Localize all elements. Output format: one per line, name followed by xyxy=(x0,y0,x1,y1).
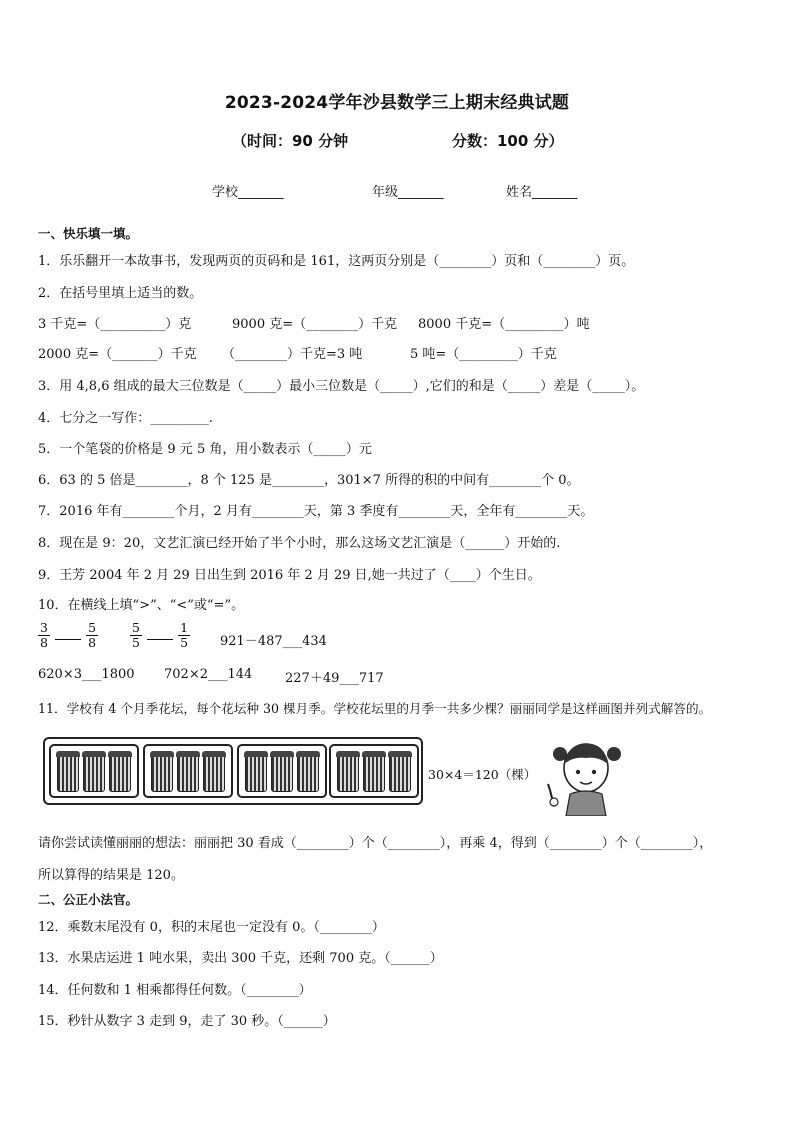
q2-item: 3 千克=（__________）克 xyxy=(38,317,192,332)
q2-item: 9000 克=（________）千克 xyxy=(232,317,398,332)
question-10: 10．在横线上填“>”、“<”或“=”。 xyxy=(38,598,245,613)
flower-bundle-icon xyxy=(109,754,131,792)
q11-fill-line-2: 所以算得的结果是 120。 xyxy=(38,868,184,883)
question-12: 12．乘数末尾没有 0，积的末尾也一定没有 0。（________） xyxy=(38,920,385,935)
flower-bundle-icon xyxy=(337,754,359,792)
question-3: 3．用 4,8,6 组成的最大三位数是（_____）最小三位数是（_____）,它们的和是（_____）差是（_____）。 xyxy=(38,379,645,394)
flower-bundle-icon xyxy=(271,754,293,792)
flower-bundle-icon xyxy=(297,754,319,792)
name-field[interactable]: 姓名_______ xyxy=(506,185,578,200)
answer-blank[interactable] xyxy=(147,627,173,640)
question-2: 2．在括号里填上适当的数。 xyxy=(38,286,203,301)
question-13: 13．水果店运进 1 吨水果，卖出 300 千克，还剩 700 克。（______） xyxy=(38,951,443,966)
fraction: $\frac{1}{5}$ xyxy=(180,620,189,650)
question-4: 4．七分之一写作：_________. xyxy=(38,411,213,426)
q2-item: 5 吨=（_________）千克 xyxy=(410,347,557,362)
flower-beds-illustration xyxy=(43,737,423,805)
flower-bundle-icon xyxy=(57,754,79,792)
compare-expression: 620×3___1800 xyxy=(38,667,135,682)
school-field[interactable]: 学校_______ xyxy=(212,185,284,200)
question-6: 6．63 的 5 倍是________，8 个 125 是________，301×7 所得的积的中间有________个 0。 xyxy=(38,473,580,488)
question-9: 9．王芳 2004 年 2 月 29 日出生到 2016 年 2 月 29 日,她一共过了（____）个生日。 xyxy=(38,568,541,583)
q2-item: 2000 克=（_______）千克 xyxy=(38,347,197,362)
question-1: 1．乐乐翻开一本故事书，发现两页的页码和是 161，这两页分别是（________）页和（________）页。 xyxy=(38,254,635,269)
question-8: 8．现在是 9：20，文艺汇演已经开始了半个小时，那么这场文艺汇演是（______）开始的. xyxy=(38,536,561,551)
girl-icon xyxy=(540,730,632,816)
flower-bundle-icon xyxy=(177,754,199,792)
answer-blank[interactable] xyxy=(55,627,81,640)
compare-expression: 702×2___144 xyxy=(164,667,253,682)
question-11: 11．学校有 4 个月季花坛，每个花坛种 30 棵月季。学校花坛里的月季一共多少棵？丽丽同学是这样画图并列式解答的。 xyxy=(38,701,712,716)
flower-bundle-icon xyxy=(245,754,267,792)
q11-fill-line-1: 请你尝试读懂丽丽的想法：丽丽把 30 看成（________）个（________），再乘 4，得到（________）个（________）， xyxy=(38,836,713,851)
grade-field[interactable]: 年级_______ xyxy=(372,185,444,200)
fraction-compare-1 xyxy=(38,621,98,650)
compare-expression: 921－487___434 xyxy=(220,634,327,649)
compare-expression: 227＋49___717 xyxy=(285,671,384,686)
q11-formula: 30×4＝120（棵） xyxy=(428,767,537,782)
flower-bundle-icon xyxy=(151,754,173,792)
flower-bundle-icon xyxy=(83,754,105,792)
page-title: 2023-2024学年沙县数学三上期末经典试题 xyxy=(224,93,570,113)
q2-item: （________）千克=3 吨 xyxy=(222,347,363,362)
section-heading-2: 二、公正小法官。 xyxy=(38,892,139,907)
exam-time: （时间：90 分钟 xyxy=(232,132,349,150)
flower-bed xyxy=(49,744,139,798)
fraction: $\frac{3}{8}$ xyxy=(40,620,48,650)
flower-bundle-icon xyxy=(389,754,411,792)
fraction: $\frac{5}{8}$ xyxy=(88,620,97,650)
flower-bundle-icon xyxy=(363,754,385,792)
flower-bed xyxy=(143,744,233,798)
question-14: 14．任何数和 1 相乘都得任何数。（________） xyxy=(38,983,312,998)
fraction-compare-2 xyxy=(130,621,190,650)
flower-bundle-icon xyxy=(203,754,225,792)
question-7: 7．2016 年有________个月，2 月有________天，第 3 季度有________天，全年有________天。 xyxy=(38,504,594,519)
flower-bed xyxy=(329,744,419,798)
q2-item: 8000 千克=（_________）吨 xyxy=(418,317,590,332)
exam-score: 分数：100 分） xyxy=(452,132,564,150)
question-15: 15．秒针从数字 3 走到 9，走了 30 秒。（______） xyxy=(38,1014,336,1029)
fraction: $\frac{5}{5}$ xyxy=(132,620,140,650)
section-heading-1: 一、快乐填一填。 xyxy=(38,226,139,241)
question-5: 5．一个笔袋的价格是 9 元 5 角，用小数表示（_____）元 xyxy=(38,442,372,457)
flower-bed xyxy=(237,744,327,798)
